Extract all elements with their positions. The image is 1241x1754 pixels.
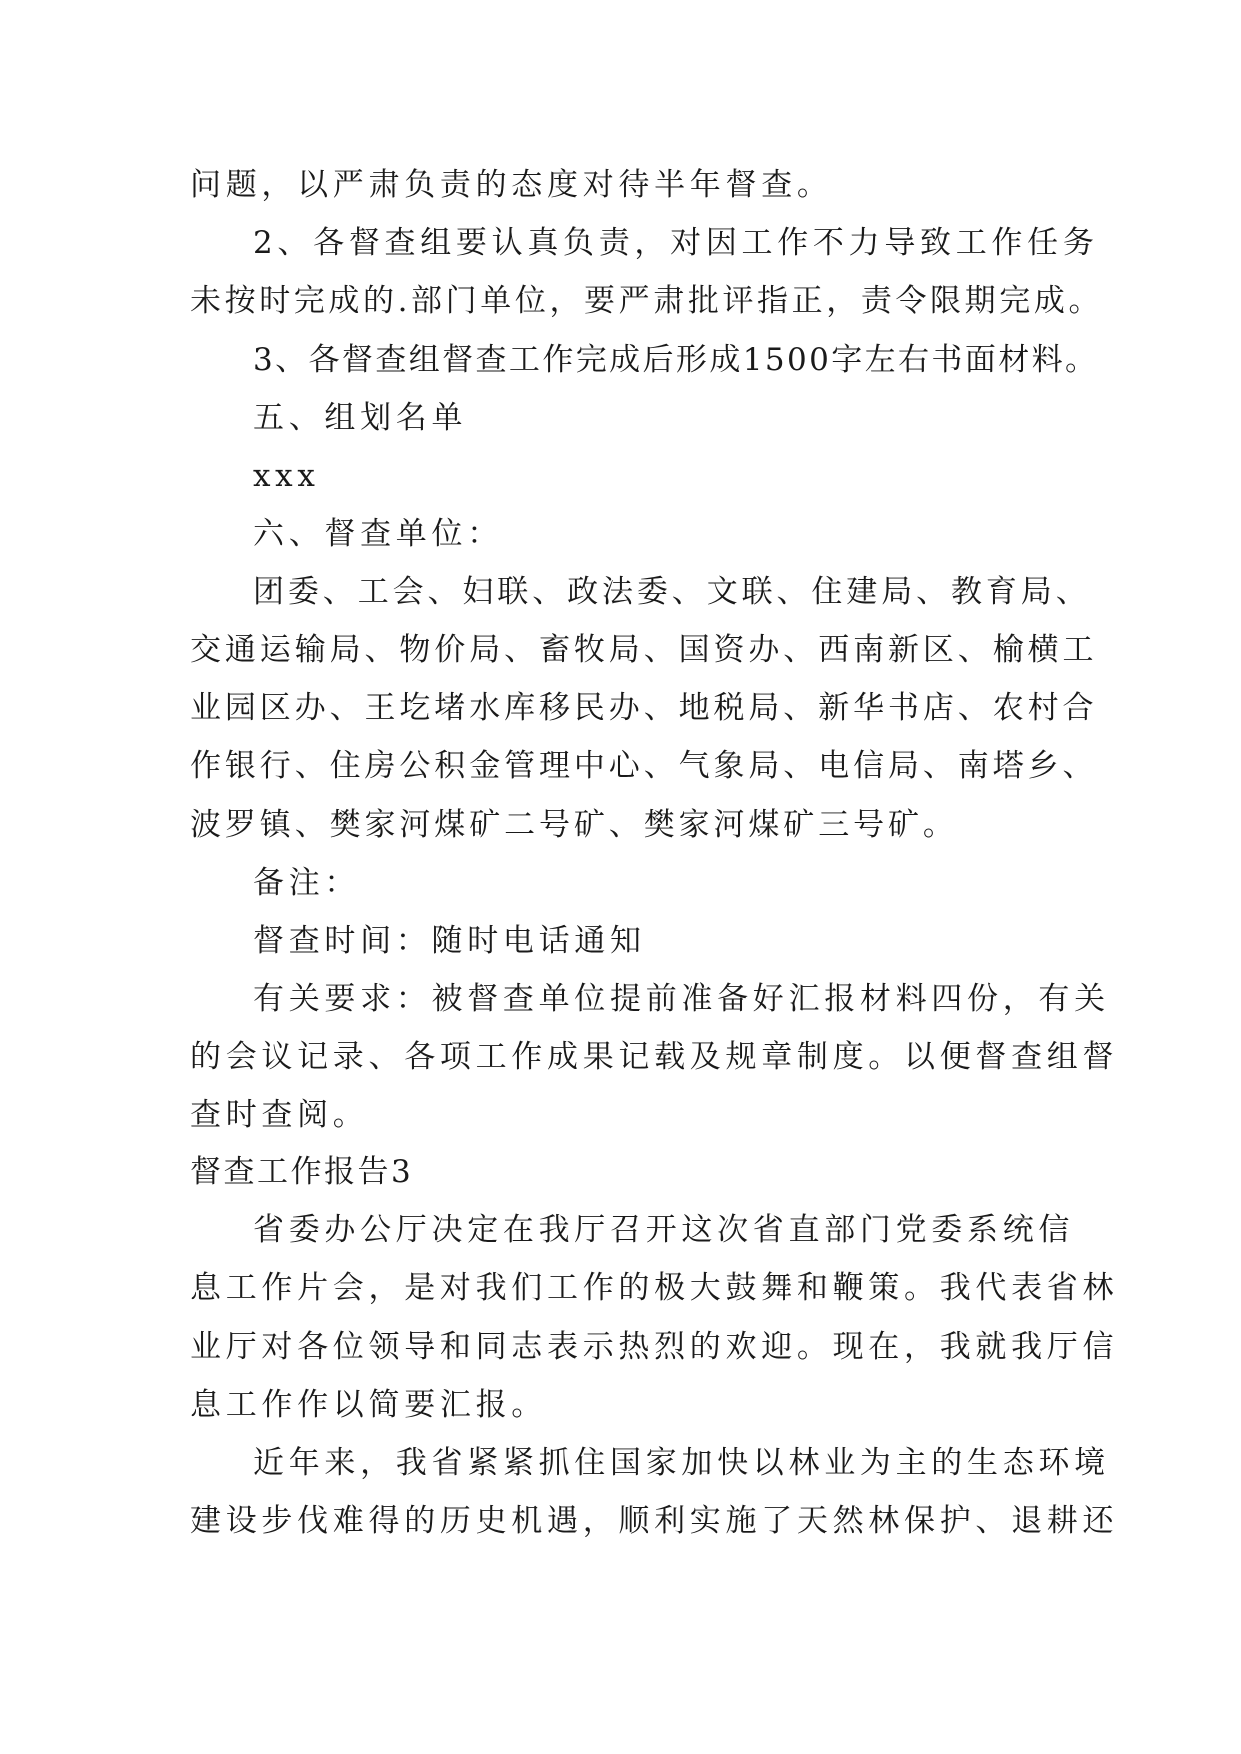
text-line: 波罗镇、樊家河煤矿二号矿、樊家河煤矿三号矿。	[190, 807, 958, 843]
text-line: 查时查阅。	[190, 1097, 369, 1133]
text-line: 业厅对各位领导和同志表示热烈的欢迎。现在，我就我厅信	[190, 1329, 1119, 1365]
text-line: 业园区办、王圪堵水库移民办、地税局、新华书店、农村合	[190, 690, 1098, 726]
text-line: 的会议记录、各项工作成果记载及规章制度。以便督查组督	[190, 1039, 1119, 1075]
text-line: 督查时间：随时电话通知	[253, 923, 646, 959]
text-line: 有关要求：被督查单位提前准备好汇报材料四份，有关	[253, 981, 1110, 1017]
text-line: 息工作片会，是对我们工作的极大鼓舞和鞭策。我代表省林	[190, 1270, 1119, 1306]
section-heading: 五、组划名单	[253, 400, 468, 436]
text-line: 省委办公厅决定在我厅召开这次省直部门党委系统信	[253, 1212, 1075, 1248]
text-line: 近年来，我省紧紧抓住国家加快以林业为主的生态环境	[253, 1445, 1110, 1481]
text-line: 3、各督查组督查工作完成后形成1500字左右书面材料。	[253, 342, 1099, 378]
section-heading: 六、督查单位：	[253, 516, 503, 552]
text-line: 团委、工会、妇联、政法委、文联、住建局、教育局、	[253, 574, 1091, 610]
text-line: 问题，以严肃负责的态度对待半年督查。	[190, 167, 833, 203]
text-line: 作银行、住房公积金管理中心、气象局、电信局、南塔乡、	[190, 748, 1098, 784]
note-label: 备注：	[253, 865, 361, 901]
text-line: 交通运输局、物价局、畜牧局、国资办、西南新区、榆横工	[190, 632, 1098, 668]
text-line: 建设步伐难得的历史机遇，顺利实施了天然林保护、退耕还	[190, 1503, 1119, 1539]
text-line: xxx	[253, 458, 320, 494]
text-line: 息工作作以简要汇报。	[190, 1387, 547, 1423]
report-title: 督查工作报告3	[190, 1154, 414, 1190]
text-line: 未按时完成的.部门单位，要严肃批评指正，责令限期完成。	[190, 283, 1104, 319]
text-line: 2、各督查组要认真负责，对因工作不力导致工作任务	[253, 225, 1099, 261]
